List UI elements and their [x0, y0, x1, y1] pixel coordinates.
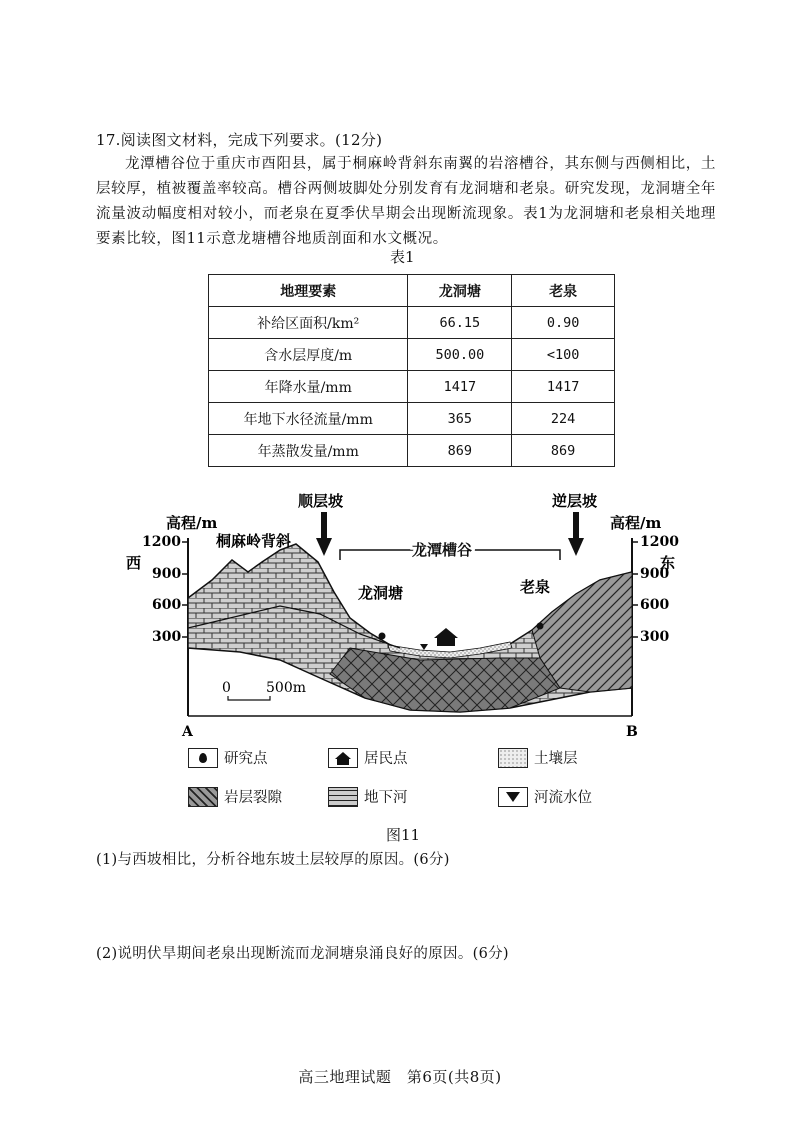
table-header: 地理要素 — [209, 275, 408, 307]
valley-label: 龙潭槽谷 — [412, 541, 473, 559]
river-level-icon — [420, 644, 428, 650]
table-cell: 66.15 — [408, 307, 512, 339]
point-a-label: A — [182, 724, 193, 740]
table-cell: 年降水量/mm — [209, 371, 408, 403]
legend-label: 河流水位 — [534, 790, 592, 806]
tick-label: 1200 — [142, 534, 181, 550]
legend-soil-layer — [498, 747, 578, 768]
table-cell: 500.00 — [408, 339, 512, 371]
scale-zero: 0 — [222, 680, 231, 696]
figure-title: 图11 — [386, 826, 421, 844]
settlement-legend-icon — [328, 748, 358, 768]
table-title: 表1 — [390, 248, 415, 266]
data-table — [208, 274, 615, 467]
tick-label: 900 — [152, 566, 182, 582]
legend-label: 居民点 — [364, 751, 408, 767]
table-cell: 0.90 — [512, 307, 615, 339]
question-heading: 17.阅读图文材料，完成下列要求。(12分) — [96, 131, 383, 149]
east-label: 东 — [660, 554, 676, 572]
research-point-icon — [188, 748, 218, 768]
sub-question-2: (2)说明伏旱期间老泉出现断流而龙洞塘泉涌良好的原因。(6分) — [96, 946, 509, 962]
spring-1-label: 龙洞塘 — [358, 584, 404, 602]
anticline-label: 桐麻岭背斜 — [216, 532, 292, 550]
scale-bar — [228, 696, 270, 700]
legend-rock-fracture — [188, 786, 282, 807]
river-level-legend-icon — [498, 787, 528, 807]
settlement-icon — [434, 628, 458, 646]
table-header-row — [209, 275, 615, 307]
anti-dip-slope-label: 逆层坡 — [552, 492, 598, 510]
table-cell: 1417 — [512, 371, 615, 403]
table-header: 龙洞塘 — [408, 275, 512, 307]
tick-label: 900 — [640, 566, 670, 582]
table-cell: 1417 — [408, 371, 512, 403]
soil-layer-icon — [498, 748, 528, 768]
table-cell: 869 — [408, 435, 512, 467]
legend-label: 研究点 — [224, 751, 268, 767]
table-row — [209, 307, 615, 339]
tick-label: 300 — [640, 629, 670, 645]
west-label: 西 — [126, 554, 142, 572]
tick-label: 600 — [640, 597, 670, 613]
table-row — [209, 371, 615, 403]
underground-river-icon — [328, 787, 358, 807]
table-row — [209, 403, 615, 435]
spring-2-label: 老泉 — [520, 578, 551, 596]
table-cell: 869 — [512, 435, 615, 467]
table-cell: 补给区面积/km² — [209, 307, 408, 339]
table-row — [209, 435, 615, 467]
dip-slope-arrow — [316, 512, 332, 556]
table-row — [209, 339, 615, 371]
legend-label: 岩层裂隙 — [224, 790, 282, 806]
right-axis-label: 高程/m — [610, 514, 662, 532]
table-cell: 224 — [512, 403, 615, 435]
tick-label: 1200 — [640, 534, 679, 550]
table-cell: <100 — [512, 339, 615, 371]
legend-river-level — [498, 786, 592, 807]
legend-label: 土壤层 — [534, 751, 578, 767]
rock-fracture-icon — [188, 787, 218, 807]
table-header: 老泉 — [512, 275, 615, 307]
dip-slope-label: 顺层坡 — [298, 492, 344, 510]
page-footer: 高三地理试题 第6页(共8页) — [298, 1068, 502, 1086]
anti-dip-slope-arrow — [568, 512, 584, 556]
table-cell: 含水层厚度/m — [209, 339, 408, 371]
table-cell: 年蒸散发量/mm — [209, 435, 408, 467]
legend-research-point — [188, 747, 268, 768]
legend-underground-river — [328, 786, 408, 807]
table-cell: 年地下水径流量/mm — [209, 403, 408, 435]
sub-question-1: (1)与西坡相比，分析谷地东坡土层较厚的原因。(6分) — [96, 852, 450, 868]
legend-label: 地下河 — [364, 790, 408, 806]
tick-label: 300 — [152, 629, 182, 645]
legend-settlement — [328, 747, 408, 768]
left-axis-label: 高程/m — [166, 514, 218, 532]
table-cell: 365 — [408, 403, 512, 435]
research-point-longdongtang — [379, 633, 386, 640]
scale-length: 500m — [266, 680, 306, 696]
tick-label: 600 — [152, 597, 182, 613]
research-point-laoquan — [537, 623, 544, 630]
point-b-label: B — [626, 724, 638, 740]
question-paragraph: 龙潭槽谷位于重庆市酉阳县，属于桐麻岭背斜东南翼的岩溶槽谷，其东侧与西侧相比，土层较厚，植被覆盖率较高。槽谷两侧坡脚处分别发育有龙洞塘和老泉。研究发现，龙洞塘全年流量波动幅度相对较小，而老泉在夏季伏旱期会出现断流现象。表1为龙洞塘和老泉相关地理要素比较，图11示意龙塘槽谷地质剖面和水文概况。 — [96, 156, 716, 247]
